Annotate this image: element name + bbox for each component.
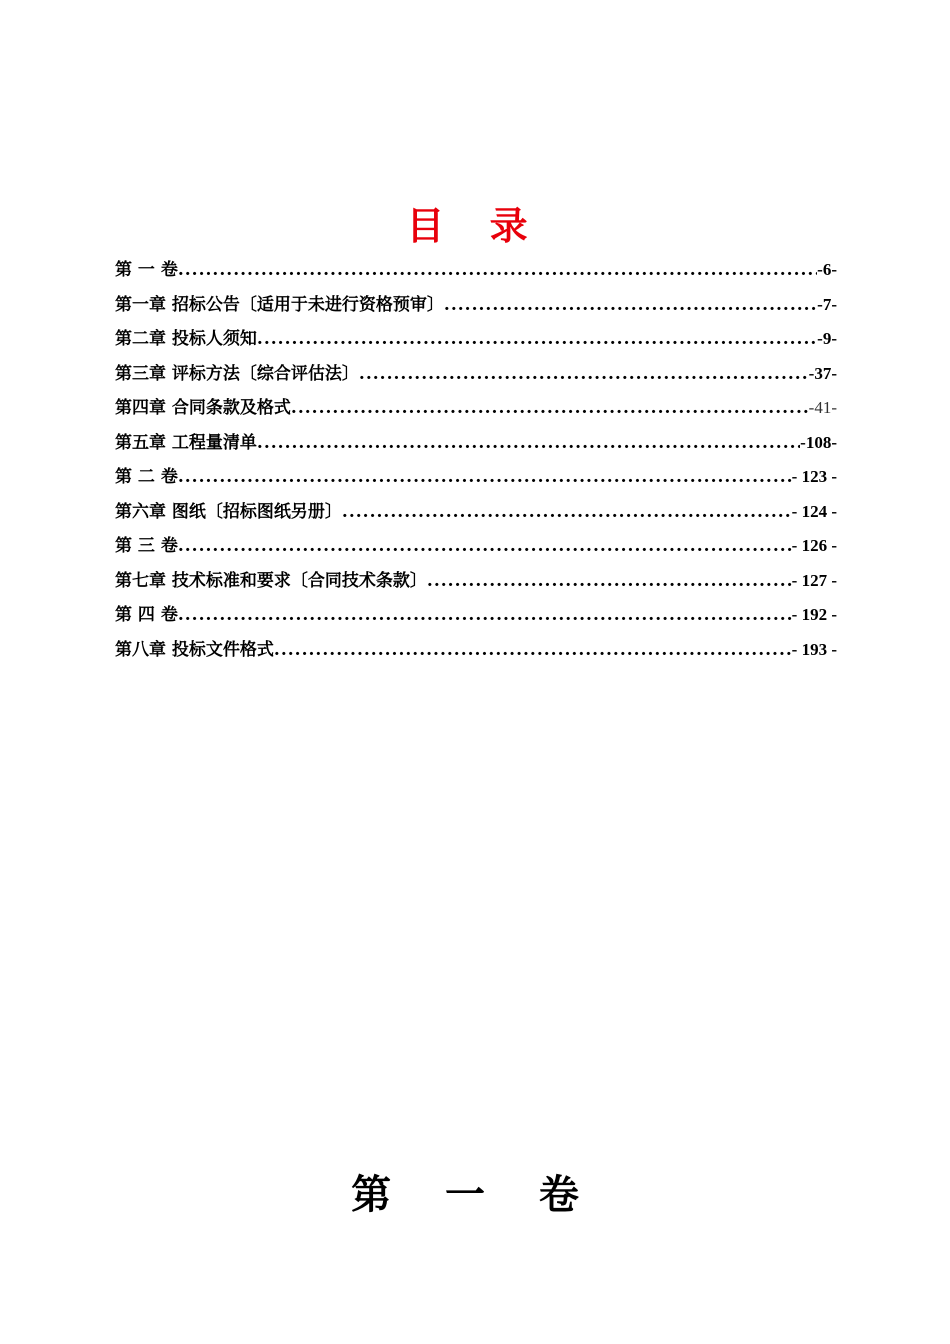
toc-leader-dots (427, 564, 792, 599)
toc-entry[interactable] (115, 598, 837, 633)
toc-leader-dots (342, 495, 792, 530)
toc-entry-page: -6- (817, 260, 837, 279)
toc-leader-dots (178, 460, 792, 495)
volume-title: 第 一 卷 (351, 1171, 599, 1218)
toc-leader-dots (257, 426, 800, 461)
toc-entry-page: - 192 - (791, 605, 837, 624)
toc-entry[interactable] (115, 426, 837, 461)
toc-entry[interactable] (115, 253, 837, 288)
toc-leader-dots (178, 253, 817, 288)
toc-title: 目 录 (406, 203, 544, 248)
toc-entry-page: - 193 - (791, 639, 837, 659)
toc-leader-dots (291, 391, 809, 426)
toc-entry-page: -37- (808, 363, 837, 383)
toc-entry-label: 第三章 评标方法〔综合评估法〕 (115, 363, 359, 384)
toc-entry-label: 第八章 投标文件格式 (115, 639, 274, 660)
toc-entry-page: - 123 - (791, 467, 837, 486)
toc-entry[interactable] (115, 495, 837, 530)
toc-leader-dots (444, 288, 817, 323)
toc-entry-label: 第 一 卷 (115, 260, 178, 280)
toc-leader-dots (257, 322, 817, 357)
toc-leader-dots (359, 357, 809, 392)
toc-leader-dots (178, 598, 792, 633)
toc-entry-page: -108- (800, 432, 837, 452)
toc-list (115, 253, 837, 667)
toc-entry-label: 第一章 招标公告〔适用于未进行资格预审〕 (115, 294, 444, 315)
toc-entry-page: -41- (808, 398, 837, 417)
toc-entry[interactable] (115, 288, 837, 323)
toc-entry-page: -9- (817, 329, 837, 348)
toc-leader-dots (178, 529, 792, 564)
toc-entry-page: - 127 - (791, 570, 837, 590)
toc-entry[interactable] (115, 391, 837, 426)
toc-entry[interactable] (115, 564, 837, 599)
toc-entry-label: 第六章 图纸〔招标图纸另册〕 (115, 501, 342, 522)
toc-entry-label: 第四章 合同条款及格式 (115, 398, 291, 418)
toc-entry-label: 第五章 工程量清单 (115, 432, 257, 453)
toc-entry[interactable] (115, 529, 837, 564)
toc-entry-label: 第二章 投标人须知 (115, 329, 257, 349)
toc-entry-label: 第 三 卷 (115, 536, 178, 556)
toc-entry-page: - 124 - (791, 501, 837, 521)
toc-leader-dots (274, 633, 792, 668)
toc-entry-label: 第七章 技术标准和要求〔合同技术条款〕 (115, 570, 427, 591)
toc-entry-page: - 126 - (791, 536, 837, 555)
toc-entry-label: 第 二 卷 (115, 467, 178, 487)
toc-entry[interactable] (115, 357, 837, 392)
toc-entry-label: 第 四 卷 (115, 605, 178, 625)
toc-entry-page: -7- (817, 294, 837, 314)
toc-entry[interactable] (115, 633, 837, 668)
toc-entry[interactable] (115, 460, 837, 495)
toc-entry[interactable] (115, 322, 837, 357)
